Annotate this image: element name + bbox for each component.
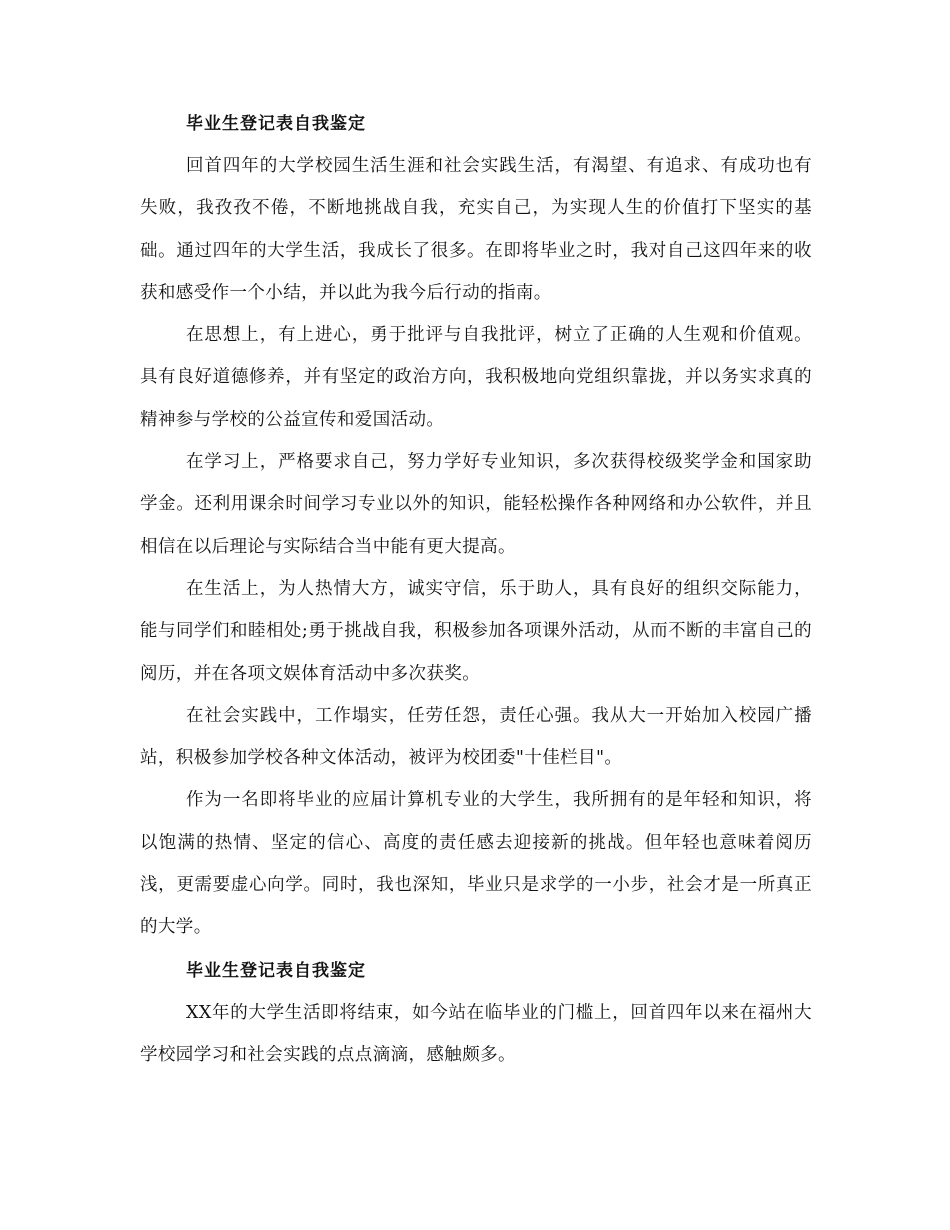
paragraph-intro: 回首四年的大学校园生活生涯和社会实践生活，有渴望、有追求、有成功也有失败，我孜孜不倦，不断地挑战自我，充实自己，为实现人生的价值打下坚实的基础。通过四年的大学生活，我成长了很多。在即将毕业之时，我对自己这四年来的收获和感受作一个小结，并以此为我今后行动的指南。 <box>140 156 812 303</box>
paragraph-study: 在学习上，严格要求自己，努力学好专业知识，多次获得校级奖学金和国家助学金。还利用课余时间学习专业以外的知识，能轻松操作各种网络和办公软件，并且相信在以后理论与实际结合当中能有更大提高。 <box>140 452 812 557</box>
paragraph-life: 在生活上，为人热情大方，诚实守信，乐于助人，具有良好的组织交际能力，能与同学们和睦相处;勇于挑战自我，积极参加各项课外活动，从而不断的丰富自己的阅历，并在各项文娱体育活动中多次获奖。 <box>140 578 812 684</box>
paragraph-thought: 在思想上，有上进心，勇于批评与自我批评，树立了正确的人生观和价值观。具有良好道德修养，并有坚定的政治方向，我积极地向党组织靠拢，并以务实求真的精神参与学校的公益宣传和爱国活动。 <box>140 325 812 430</box>
paragraph-conclusion: 作为一名即将毕业的应届计算机专业的大学生，我所拥有的是年轻和知识，将以饱满的热情、坚定的信心、高度的责任感去迎接新的挑战。但年轻也意味着阅历浅，更需要虚心向学。同时，我也深知，毕业只是求学的一小步，社会才是一所真正的大学。 <box>140 790 812 938</box>
section-heading: 毕业生登记表自我鉴定 <box>186 960 366 981</box>
section-heading: 毕业生登记表自我鉴定 <box>186 114 366 134</box>
paragraph-intro-2: XX年的大学生活即将结束，如今站在临毕业的门槛上，回首四年以来在福州大学校园学习和社会实践的点点滴滴，感触颇多。 <box>140 1002 812 1065</box>
paragraph-practice: 在社会实践中，工作塌实，任劳任怨，责任心强。我从大一开始加入校园广播站，积极参加学校各种文体活动，被评为校团委"十佳栏目"。 <box>140 705 812 769</box>
document-body <box>140 110 812 1076</box>
